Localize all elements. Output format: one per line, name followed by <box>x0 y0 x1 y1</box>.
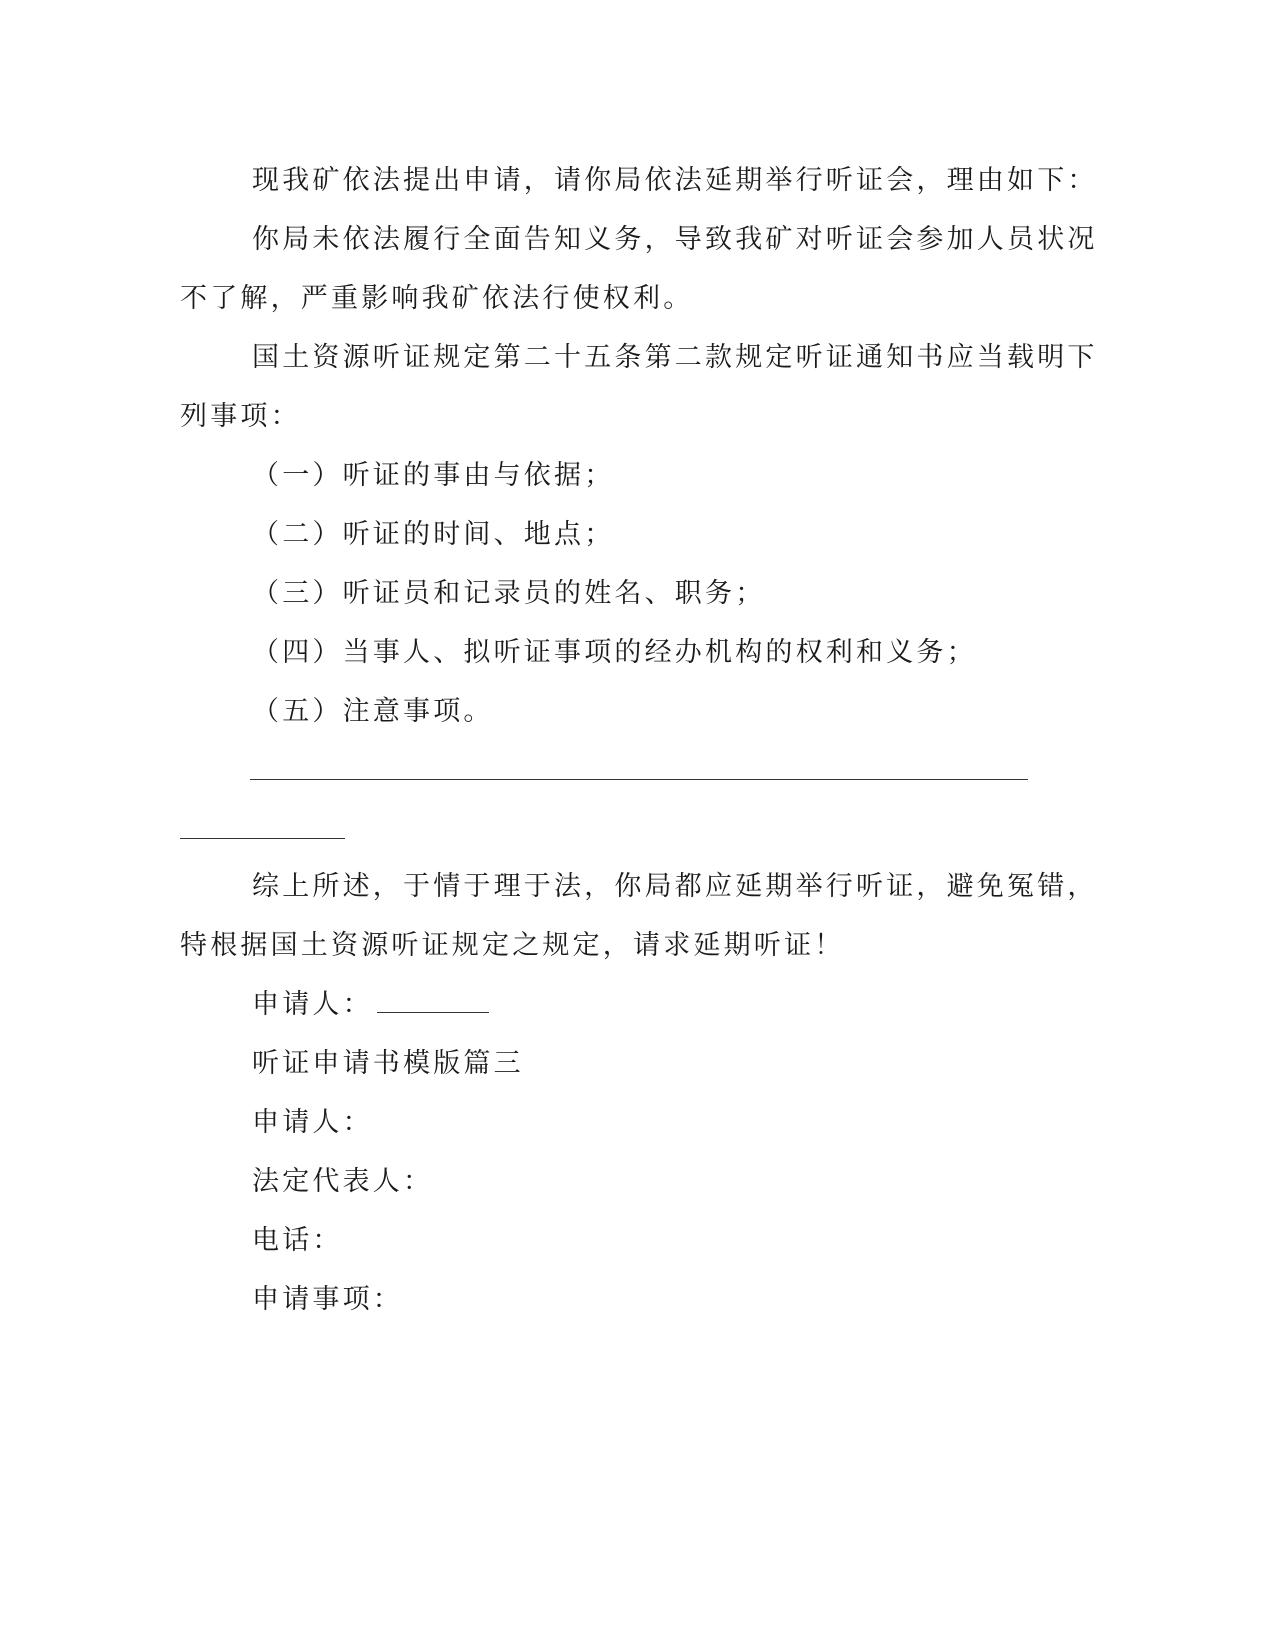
field-legal-representative: 法定代表人： <box>252 1166 434 1197</box>
conclusion-line-2: 特根据国土资源听证规定之规定，请求延期听证！ <box>180 930 845 961</box>
paragraph-request: 现我矿依法提出申请，请你局依法延期举行听证会，理由如下： <box>252 165 1098 196</box>
paragraph-reason-line-1: 你局未依法履行全面告知义务，导致我矿对听证会参加人员状况 <box>252 224 1098 255</box>
list-item-4: （四）当事人、拟听证事项的经办机构的权利和义务； <box>252 637 977 668</box>
paragraph-reason-line-2: 不了解，严重影响我矿依法行使权利。 <box>180 283 694 314</box>
field-phone: 电话： <box>252 1225 343 1256</box>
applicant-signature-label: 申请人： <box>252 989 373 1020</box>
field-applicant: 申请人： <box>252 1107 373 1138</box>
section-title: 听证申请书模版篇三 <box>252 1048 524 1079</box>
paragraph-regulation-line-2: 列事项： <box>180 401 301 432</box>
applicant-signature <box>252 987 489 1023</box>
list-item-3: （三）听证员和记录员的姓名、职务； <box>252 578 766 609</box>
blank-rule-line-1 <box>250 779 1028 780</box>
list-item-2: （二）听证的时间、地点； <box>252 519 615 550</box>
applicant-signature-blank <box>377 990 489 1013</box>
list-item-1: （一）听证的事由与依据； <box>252 460 615 491</box>
blank-rule-line-2 <box>180 838 345 839</box>
list-item-5: （五）注意事项。 <box>252 696 494 727</box>
field-application-matter: 申请事项： <box>252 1284 403 1315</box>
paragraph-regulation-line-1: 国土资源听证规定第二十五条第二款规定听证通知书应当载明下 <box>252 342 1098 373</box>
conclusion-line-1: 综上所述，于情于理于法，你局都应延期举行听证，避免冤错， <box>252 871 1098 902</box>
